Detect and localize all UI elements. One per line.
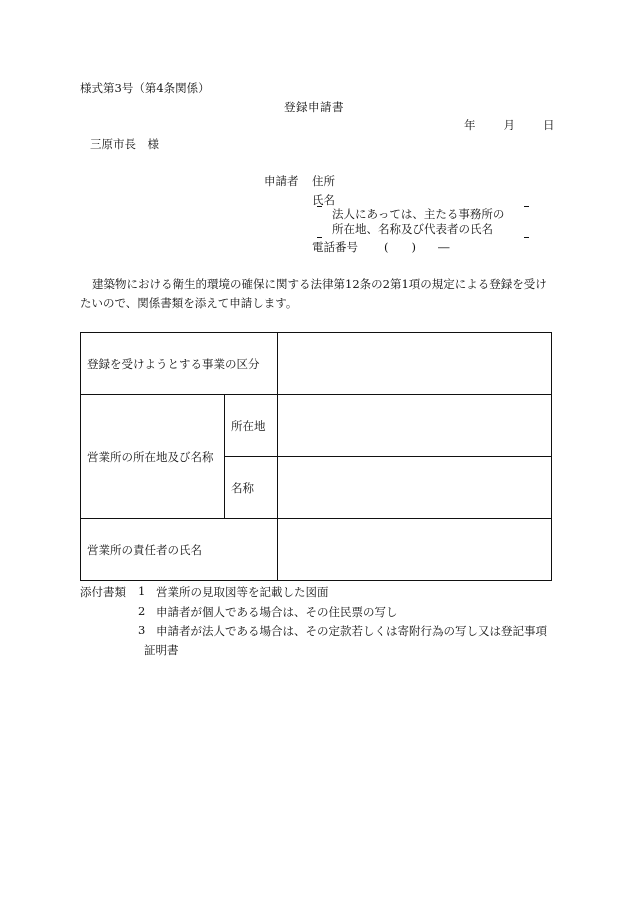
attachment-text-3-cont: 証明書 bbox=[144, 643, 179, 657]
attachment-num-2: 2 bbox=[138, 604, 146, 618]
form-number: 様式第3号（第4条関係） bbox=[80, 81, 210, 95]
phone-label: 電話番号 bbox=[312, 240, 358, 254]
table-row bbox=[81, 333, 552, 395]
date-day: 日 bbox=[543, 118, 555, 132]
application-table bbox=[80, 332, 552, 581]
phone-area-code: ( ) bbox=[384, 240, 416, 254]
attachment-num-3: 3 bbox=[138, 623, 146, 637]
corp-note-line1: 法人にあっては、主たる事務所の bbox=[332, 207, 505, 221]
attachments-label: 添付書類 bbox=[80, 585, 126, 599]
office-address-value[interactable] bbox=[278, 395, 552, 457]
attachment-text-1: 営業所の見取図等を記載した図面 bbox=[156, 585, 329, 599]
office-location-name-label: 営業所の所在地及び名称 bbox=[81, 395, 225, 519]
office-address-label: 所在地 bbox=[225, 395, 278, 457]
applicant-label: 申請者 bbox=[264, 174, 299, 188]
document-title: 登録申請書 bbox=[284, 100, 344, 114]
recipient: 三原市長 様 bbox=[90, 137, 159, 151]
table-row bbox=[81, 519, 552, 581]
table-row bbox=[81, 395, 552, 457]
office-name-value[interactable] bbox=[278, 457, 552, 519]
date-month: 月 bbox=[503, 118, 515, 132]
office-manager-value[interactable] bbox=[278, 519, 552, 581]
corp-note-line2: 所在地、名称及び代表者の氏名 bbox=[332, 221, 493, 236]
date-year: 年 bbox=[464, 118, 476, 132]
name-label: 氏名 bbox=[312, 193, 335, 207]
address-label: 住所 bbox=[312, 174, 335, 188]
attachment-text-2: 申請者が個人である場合は、その住民票の写し bbox=[156, 605, 398, 619]
business-category-label: 登録を受けようとする事業の区分 bbox=[81, 333, 278, 395]
phone-dash: ― bbox=[438, 240, 450, 254]
office-manager-label: 営業所の責任者の氏名 bbox=[81, 519, 278, 581]
attachment-text-3: 申請者が法人である場合は、その定款若しくは寄附行為の写し又は登記事項 bbox=[156, 624, 547, 638]
body-text bbox=[80, 275, 550, 313]
business-category-value[interactable] bbox=[278, 333, 552, 395]
office-name-label: 名称 bbox=[225, 457, 278, 519]
date-line bbox=[464, 119, 555, 133]
corporation-note bbox=[318, 207, 528, 237]
body-text-content: 建築物における衛生的環境の確保に関する法律第12条の2第1項の規定による登録を受けたいので、関係書類を添えて申請します。 bbox=[80, 277, 547, 310]
attachment-num-1: 1 bbox=[138, 584, 146, 598]
